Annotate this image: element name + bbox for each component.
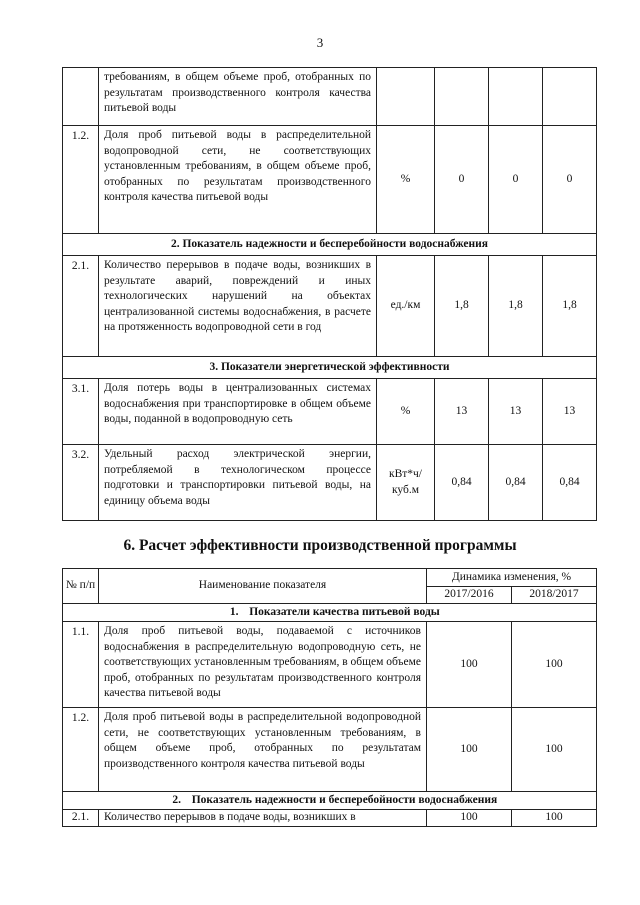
value-cell: 0,84 xyxy=(489,445,543,521)
section-title-text: Показатель надежности и бесперебойности водоснабжения xyxy=(191,793,498,806)
efficiency-table xyxy=(62,568,597,827)
unit-cell: ед./км xyxy=(377,256,435,357)
indicator-name: Количество перерывов в подаче воды, возникших в xyxy=(99,810,427,827)
unit-cell: кВт*ч/ куб.м xyxy=(377,445,435,521)
section-title-text: Показатели качества питьевой воды xyxy=(249,605,440,618)
value-cell: 13 xyxy=(489,379,543,445)
indicator-name: Количество перерывов в подаче воды, возникших в результате аварий, повреждений и иных технологических нарушений на объектах централизованной системы водоснабжения, в расчете на протяженность водопроводной сети в год xyxy=(99,256,377,357)
row-number: 2.1. xyxy=(63,256,99,357)
value-cell: 0,84 xyxy=(435,445,489,521)
row-number: 1.2. xyxy=(63,126,99,234)
indicator-name: Доля проб питьевой воды в распределительной водопроводной сети, не соответствующих установленным требованиям, в общем объеме проб, отобранных по результатам производственного контроля качества питьевой воды xyxy=(99,708,427,792)
section-title: 6. Расчет эффективности производственной программы xyxy=(123,537,517,554)
section-header-row xyxy=(63,234,597,256)
table-row xyxy=(63,379,597,445)
value-cell: 1,8 xyxy=(543,256,597,357)
value-cell: 100 xyxy=(512,622,597,708)
indicator-name: Доля потерь воды в централизованных системах водоснабжения при транспортировке в общем объеме воды, поданной в водопроводную сеть xyxy=(99,379,377,445)
value-cell: 100 xyxy=(427,708,512,792)
row-number: 1.1. xyxy=(63,622,99,708)
section-header: 3. Показатели энергетической эффективности xyxy=(63,357,597,379)
value-cell: 100 xyxy=(512,810,597,827)
section-number: 1. xyxy=(229,605,239,618)
value-cell: 13 xyxy=(543,379,597,445)
unit-cell: % xyxy=(377,126,435,234)
section-header: 2. Показатель надежности и бесперебойности водоснабжения xyxy=(63,234,597,256)
value-cell xyxy=(435,68,489,126)
table-row xyxy=(63,68,597,126)
section-header xyxy=(63,792,597,810)
value-cell: 0 xyxy=(435,126,489,234)
table-row xyxy=(63,445,597,521)
section-header xyxy=(63,604,597,622)
col-year1-header: 2017/2016 xyxy=(427,587,512,604)
row-number xyxy=(63,68,99,126)
indicator-name: Удельный расход электрической энергии, потребляемой в технологическом процессе подготовки и транспортировки питьевой воды, на единицу объема воды xyxy=(99,445,377,521)
unit-cell xyxy=(377,68,435,126)
col-dynamics-header: Динамика изменения, % xyxy=(427,569,597,587)
section-header-row xyxy=(63,357,597,379)
section-header-row xyxy=(63,792,597,810)
col-name-header: Наименование показателя xyxy=(99,569,427,604)
indicator-name: Доля проб питьевой воды в распределительной водопроводной сети, не соответствующих установленным требованиям, в общем объеме проб, отобранных по результатам производственного контроля качества питьевой воды xyxy=(99,126,377,234)
table-row xyxy=(63,126,597,234)
unit-cell: % xyxy=(377,379,435,445)
table-row xyxy=(63,622,597,708)
row-number: 3.2. xyxy=(63,445,99,521)
value-cell: 0,84 xyxy=(543,445,597,521)
value-cell: 100 xyxy=(427,622,512,708)
row-number: 1.2. xyxy=(63,708,99,792)
indicator-name: Доля проб питьевой воды, подаваемой с источников водоснабжения в распределительную водопроводную сеть, не соответствующих установленным требованиям, в общем объеме проб, отобранных по результатам производственного контроля качества питьевой воды xyxy=(99,622,427,708)
section-header-row xyxy=(63,604,597,622)
page-number: 3 xyxy=(316,35,324,50)
indicator-name: требованиям, в общем объеме проб, отобранных по результатам производственного контроля качества питьевой воды xyxy=(99,68,377,126)
value-cell: 1,8 xyxy=(489,256,543,357)
row-number: 3.1. xyxy=(63,379,99,445)
table-row xyxy=(63,256,597,357)
value-cell xyxy=(543,68,597,126)
row-number: 2.1. xyxy=(63,810,99,827)
section-number: 2. xyxy=(172,793,182,806)
value-cell xyxy=(489,68,543,126)
value-cell: 0 xyxy=(543,126,597,234)
value-cell: 1,8 xyxy=(435,256,489,357)
value-cell: 100 xyxy=(427,810,512,827)
col-year2-header: 2018/2017 xyxy=(512,587,597,604)
indicators-table xyxy=(62,67,597,521)
value-cell: 13 xyxy=(435,379,489,445)
table-row xyxy=(63,810,597,827)
col-num-header: № п/п xyxy=(63,569,99,604)
value-cell: 100 xyxy=(512,708,597,792)
value-cell: 0 xyxy=(489,126,543,234)
table-row xyxy=(63,708,597,792)
